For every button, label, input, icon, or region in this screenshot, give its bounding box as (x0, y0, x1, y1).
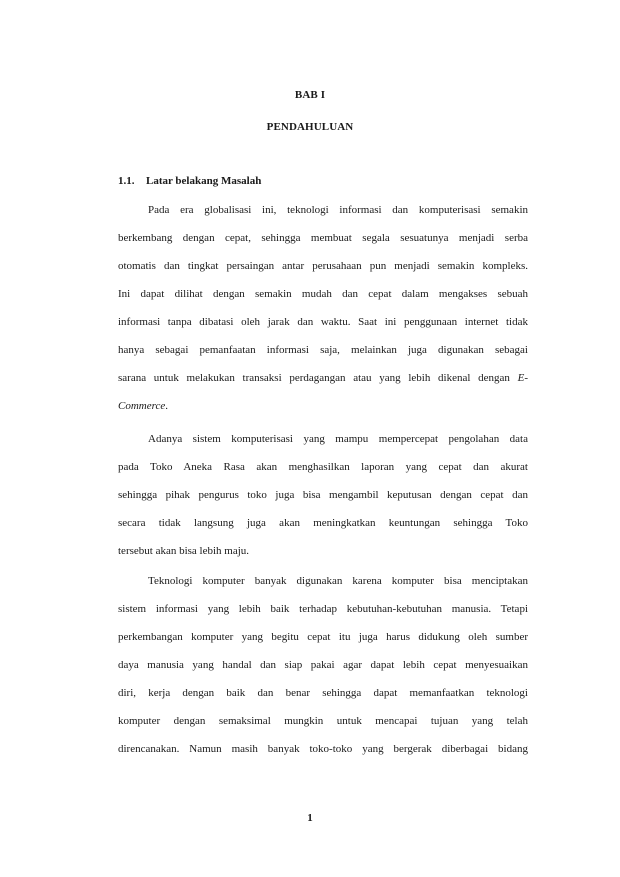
section-heading (118, 175, 261, 187)
paragraph-1-line-1: Pada era globalisasi ini, teknologi informasi dan komputerisasi semakin (148, 204, 528, 216)
paragraph-1-period: . (165, 400, 168, 412)
ecommerce-term-end: Commerce (118, 400, 166, 412)
paragraph-2-line-1: Adanya sistem komputerisasi yang mampu mempercepat pengolahan data (148, 433, 528, 445)
paragraph-1-line-4: Ini dapat dilihat dengan semakin mudah dan cepat dalam mengakses sebuah (118, 288, 528, 300)
paragraph-2-line-3: sehingga pihak pengurus toko juga bisa mengambil keputusan dengan cepat dan (118, 489, 528, 501)
chapter-number: BAB I (294, 89, 326, 101)
section-title: Latar belakang Masalah (146, 175, 262, 187)
paragraph-2-line-5: tersebut akan bisa lebih maju. (118, 545, 250, 557)
page-number: 1 (307, 812, 313, 824)
chapter-title: PENDAHULUAN (266, 121, 354, 133)
paragraph-3-line-5: diri, kerja dengan baik dan benar sehingga dapat memanfaatkan teknologi (118, 687, 528, 699)
paragraph-3-line-7: direncanakan. Namun masih banyak toko-toko yang bergerak diberbagai bidang (118, 743, 528, 755)
paragraph-1-line-5: informasi tanpa dibatasi oleh jarak dan waktu. Saat ini penggunaan internet tidak (118, 316, 528, 328)
paragraph-2-line-2: pada Toko Aneka Rasa akan menghasilkan laporan yang cepat dan akurat (118, 461, 528, 473)
paragraph-1-line-7 (118, 371, 528, 385)
paragraph-2-line-4: secara tidak langsung juga akan meningkatkan keuntungan sehingga Toko (118, 517, 528, 529)
paragraph-1-line-3: otomatis dan tingkat persaingan antar perusahaan pun menjadi semakin kompleks. (118, 260, 528, 272)
ecommerce-term-start: E- (517, 372, 528, 384)
paragraph-3-line-1: Teknologi komputer banyak digunakan karena komputer bisa menciptakan (148, 575, 528, 587)
paragraph-3-line-3: perkembangan komputer yang begitu cepat itu juga harus didukung oleh sumber (118, 631, 528, 643)
paragraph-1-line-6: hanya sebagai pemanfaatan informasi saja, melainkan juga digunakan sebagai (118, 344, 528, 356)
section-number: 1.1. (118, 175, 135, 187)
paragraph-1-line-7-text: sarana untuk melakukan transaksi perdagangan atau yang lebih dikenal dengan (118, 372, 518, 384)
paragraph-3-line-2: sistem informasi yang lebih baik terhadap kebutuhan-kebutuhan manusia. Tetapi (118, 603, 528, 615)
paragraph-1-line-2: berkembang dengan cepat, sehingga membuat segala sesuatunya menjadi serba (118, 232, 528, 244)
paragraph-1-line-8 (118, 399, 168, 413)
paragraph-3-line-6: komputer dengan semaksimal mungkin untuk mencapai tujuan yang telah (118, 715, 528, 727)
paragraph-3-line-4: daya manusia yang handal dan siap pakai agar dapat lebih cepat menyesuaikan (118, 659, 528, 671)
